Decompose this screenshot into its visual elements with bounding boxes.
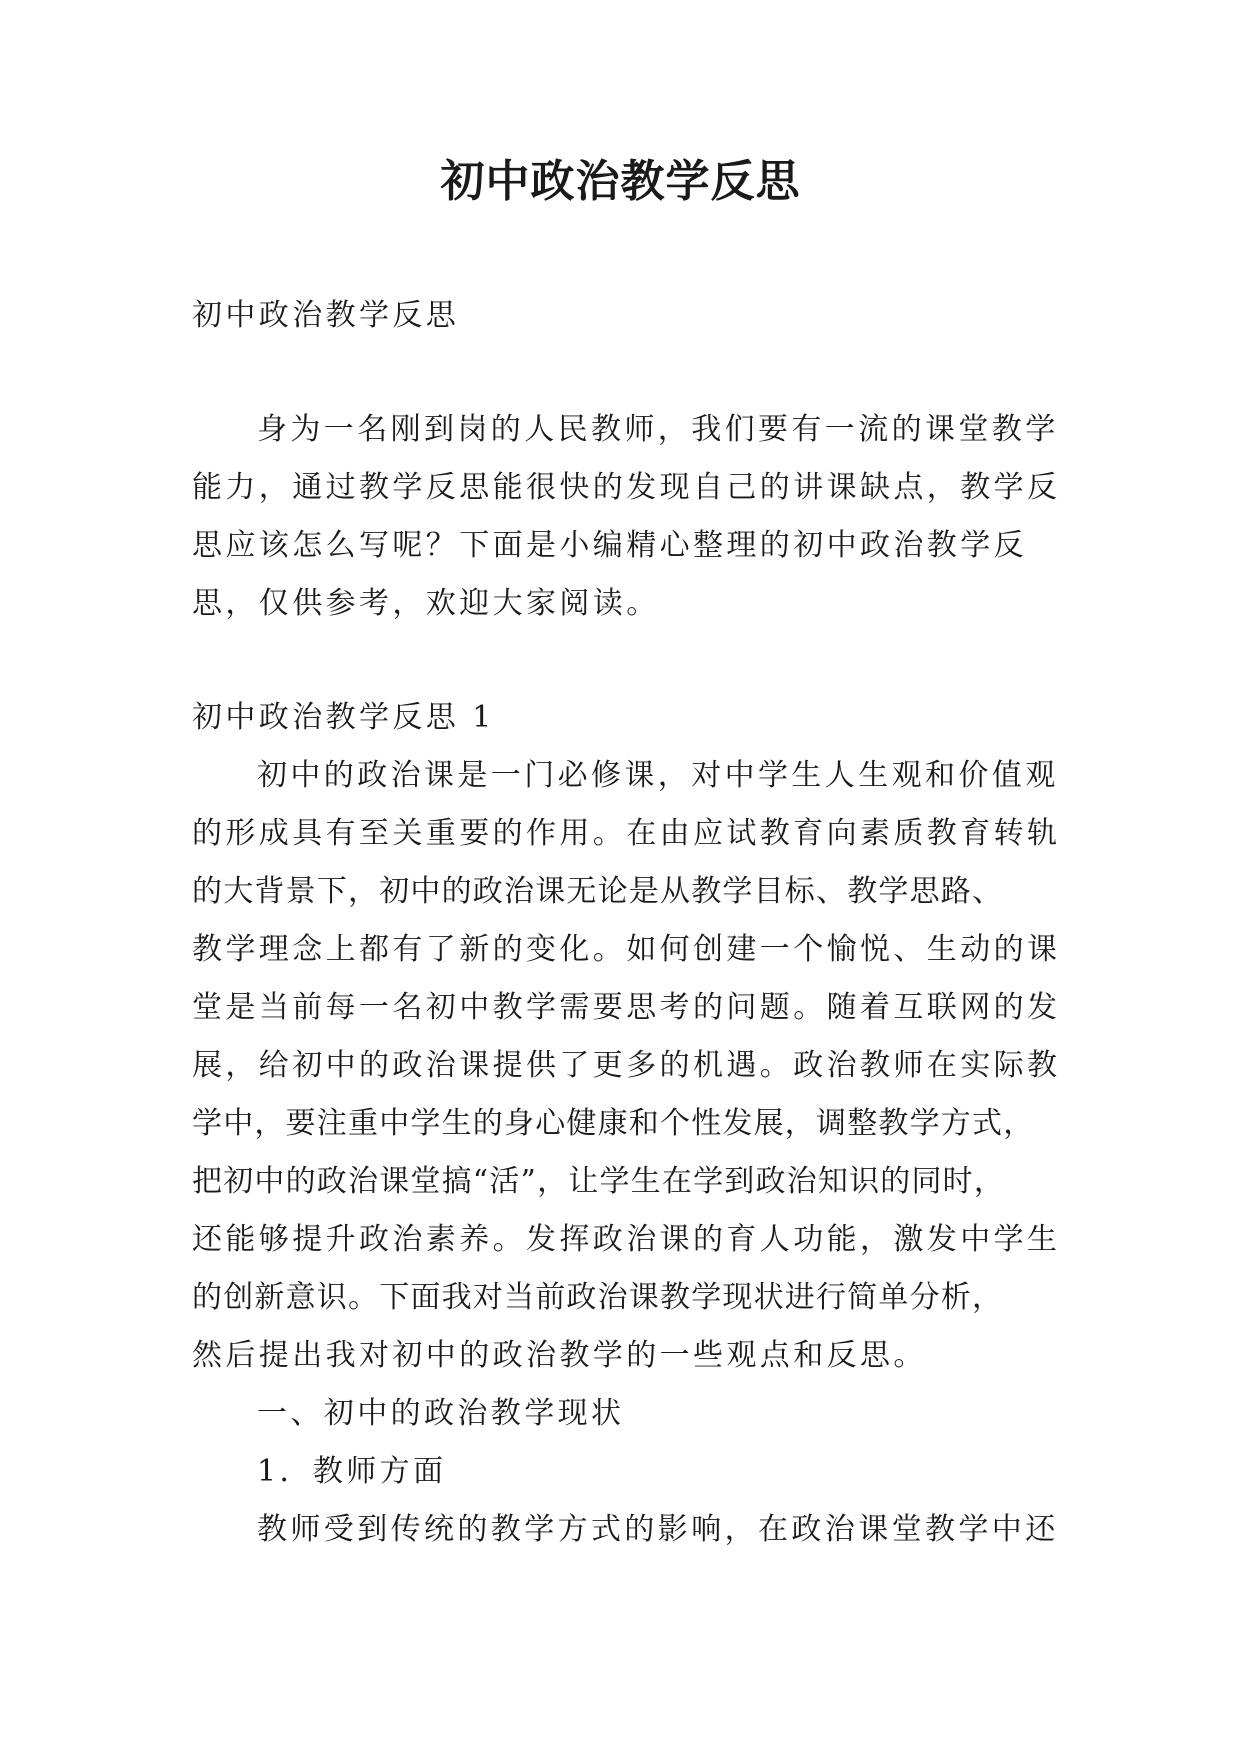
sub-heading: 一、初中的政治教学现状 [257,1396,625,1431]
body-line: 教师受到传统的教学方式的影响，在政治课堂教学中还 [257,1512,1059,1547]
body-line: 还能够提升政治素养。发挥政治课的育人功能，激发中学生 [192,1222,1061,1257]
body-line: 初中的政治课是一门必修课，对中学生人生观和价值观 [257,758,1059,793]
document-subtitle: 初中政治教学反思 [192,298,460,333]
sub-heading: 1．教师方面 [257,1454,447,1489]
body-line: 的创新意识。下面我对当前政治课教学现状进行简单分析， [192,1280,1004,1315]
section-heading: 初中政治教学反思 1 [192,700,495,735]
intro-line: 身为一名刚到岗的人民教师，我们要有一流的课堂教学 [257,412,1059,447]
body-line: 的大背景下，初中的政治课无论是从教学目标、教学思路、 [192,874,1004,909]
body-line: 堂是当前每一名初中教学需要思考的问题。随着互联网的发 [192,990,1061,1025]
body-line: 教学理念上都有了新的变化。如何创建一个愉悦、生动的课 [192,932,1061,967]
intro-line: 思，仅供参考，欢迎大家阅读。 [192,586,660,621]
body-line: 学中，要注重中学生的身心健康和个性发展，调整教学方式， [192,1106,1035,1141]
body-line: 把初中的政治课堂搞“活”，让学生在学到政治知识的同时， [192,1164,1006,1199]
document-title: 初中政治教学反思 [440,156,801,207]
body-line: 展，给初中的政治课提供了更多的机遇。政治教师在实际教 [192,1048,1061,1083]
body-line: 然后提出我对初中的政治教学的一些观点和反思。 [192,1338,927,1373]
intro-line: 思应该怎么写呢？下面是小编精心整理的初中政治教学反 [192,528,1027,563]
intro-line: 能力，通过教学反思能很快的发现自己的讲课缺点，教学反 [192,470,1061,505]
body-line: 的形成具有至关重要的作用。在由应试教育向素质教育转轨 [192,816,1061,851]
